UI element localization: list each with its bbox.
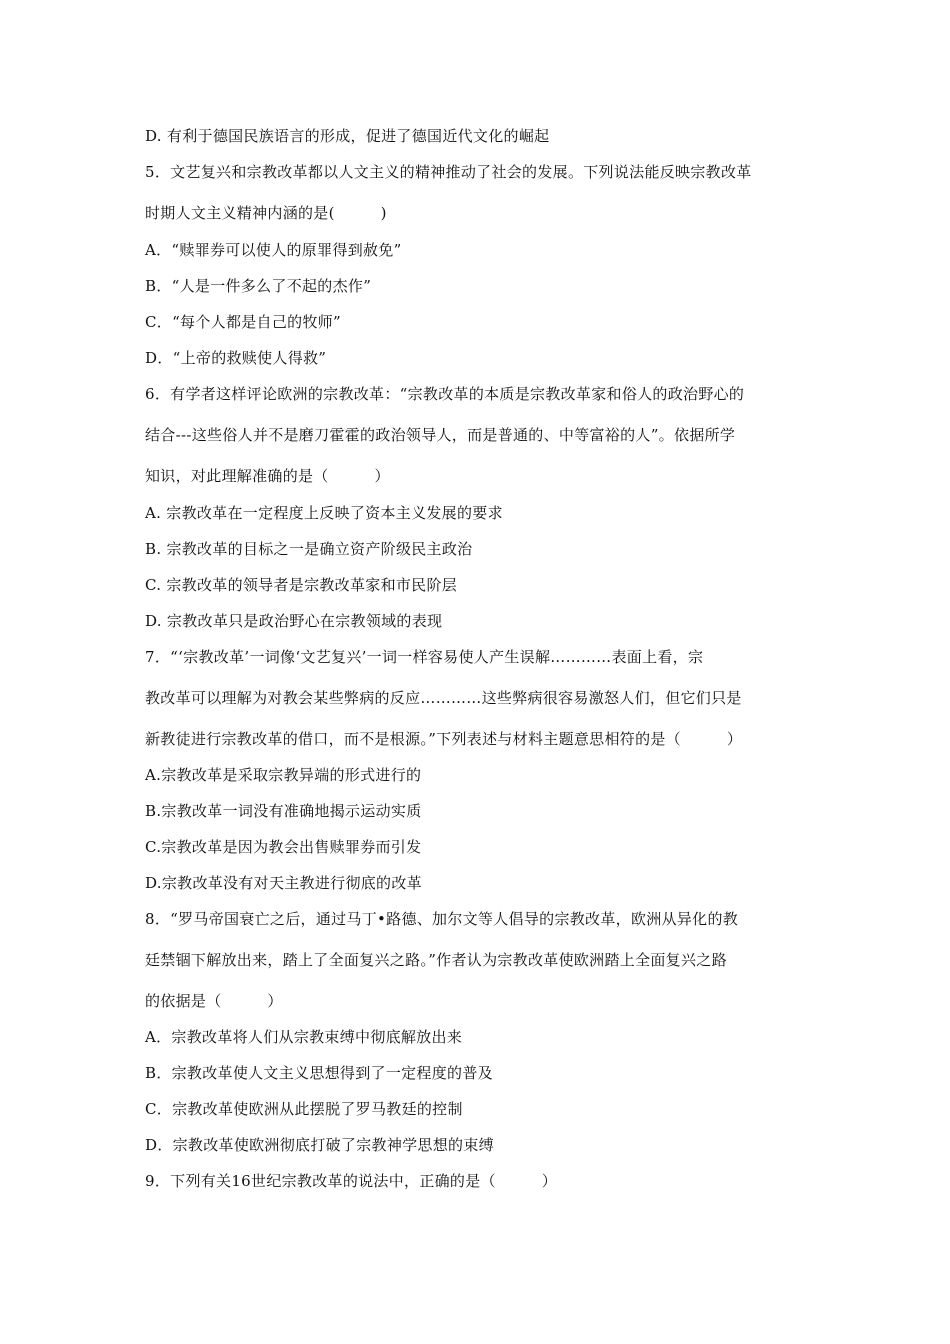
option-7c: C.宗教改革是因为教会出售赎罪券而引发	[145, 838, 422, 856]
option-4d: D. 有利于德国民族语言的形成，促进了德国近代文化的崛起	[145, 127, 550, 145]
question-5-stem: 5．文艺复兴和宗教改革都以人文主义的精神推动了社会的发展。下列说法能反映宗教改革	[145, 163, 752, 181]
option-8a: A．宗教改革将人们从宗教束缚中彻底解放出来	[145, 1028, 463, 1046]
question-7-stem: 7．“‘宗教改革’一词像‘文艺复兴’一词一样容易使人产生误解…………表面上看，宗	[145, 648, 704, 666]
question-8-stem-cont-1: 廷禁锢下解放出来，踏上了全面复兴之路。”作者认为宗教改革使欧洲踏上全面复兴之路	[145, 951, 727, 969]
option-5a: A．“赎罪券可以使人的原罪得到赦免”	[145, 241, 402, 259]
question-8-stem: 8．“罗马帝国衰亡之后，通过马丁•路德、加尔文等人倡导的宗教改革，欧洲从异化的教	[145, 910, 739, 928]
question-6-stem: 6．有学者这样评论欧洲的宗教改革：“宗教改革的本质是宗教改革家和俗人的政治野心的	[145, 385, 745, 403]
question-7-stem-cont-1: 教改革可以理解为对教会某些弊病的反应…………这些弊病很容易激怒人们，但它们只是	[145, 689, 742, 707]
question-5-stem-cont: 时期人文主义精神内涵的是( )	[145, 204, 387, 222]
option-6a: A. 宗教改革在一定程度上反映了资本主义发展的要求	[145, 504, 503, 522]
option-7b: B.宗教改革一词没有准确地揭示运动实质	[145, 802, 422, 820]
option-8c: C．宗教改革使欧洲从此摆脱了罗马教廷的控制	[145, 1100, 463, 1118]
option-5b: B．“人是一件多么了不起的杰作”	[145, 277, 372, 295]
option-5d: D．“上帝的救赎使人得救”	[145, 349, 327, 367]
option-7a: A.宗教改革是采取宗教异端的形式进行的	[145, 766, 422, 784]
option-8d: D．宗教改革使欧洲彻底打破了宗教神学思想的束缚	[145, 1136, 494, 1154]
option-6c: C. 宗教改革的领导者是宗教改革家和市民阶层	[145, 576, 458, 594]
question-6-stem-cont-1: 结合---这些俗人并不是磨刀霍霍的政治领导人，而是普通的、中等富裕的人”。依据所学	[145, 426, 736, 444]
option-6d: D. 宗教改革只是政治野心在宗教领域的表现	[145, 612, 443, 630]
question-9-stem: 9．下列有关16世纪宗教改革的说法中，正确的是（ ）	[145, 1172, 558, 1190]
question-8-stem-cont-2: 的依据是（ ）	[145, 992, 283, 1010]
option-7d: D.宗教改革没有对天主教进行彻底的改革	[145, 874, 422, 892]
option-5c: C．“每个人都是自己的牧师”	[145, 313, 342, 331]
question-6-stem-cont-2: 知识，对此理解准确的是（ ）	[145, 467, 390, 485]
option-8b: B．宗教改革使人文主义思想得到了一定程度的普及	[145, 1064, 493, 1082]
question-7-stem-cont-2: 新教徒进行宗教改革的借口，而不是根源。”下列表述与材料主题意思相符的是（ ）	[145, 730, 743, 748]
option-6b: B. 宗教改革的目标之一是确立资产阶级民主政治	[145, 540, 473, 558]
